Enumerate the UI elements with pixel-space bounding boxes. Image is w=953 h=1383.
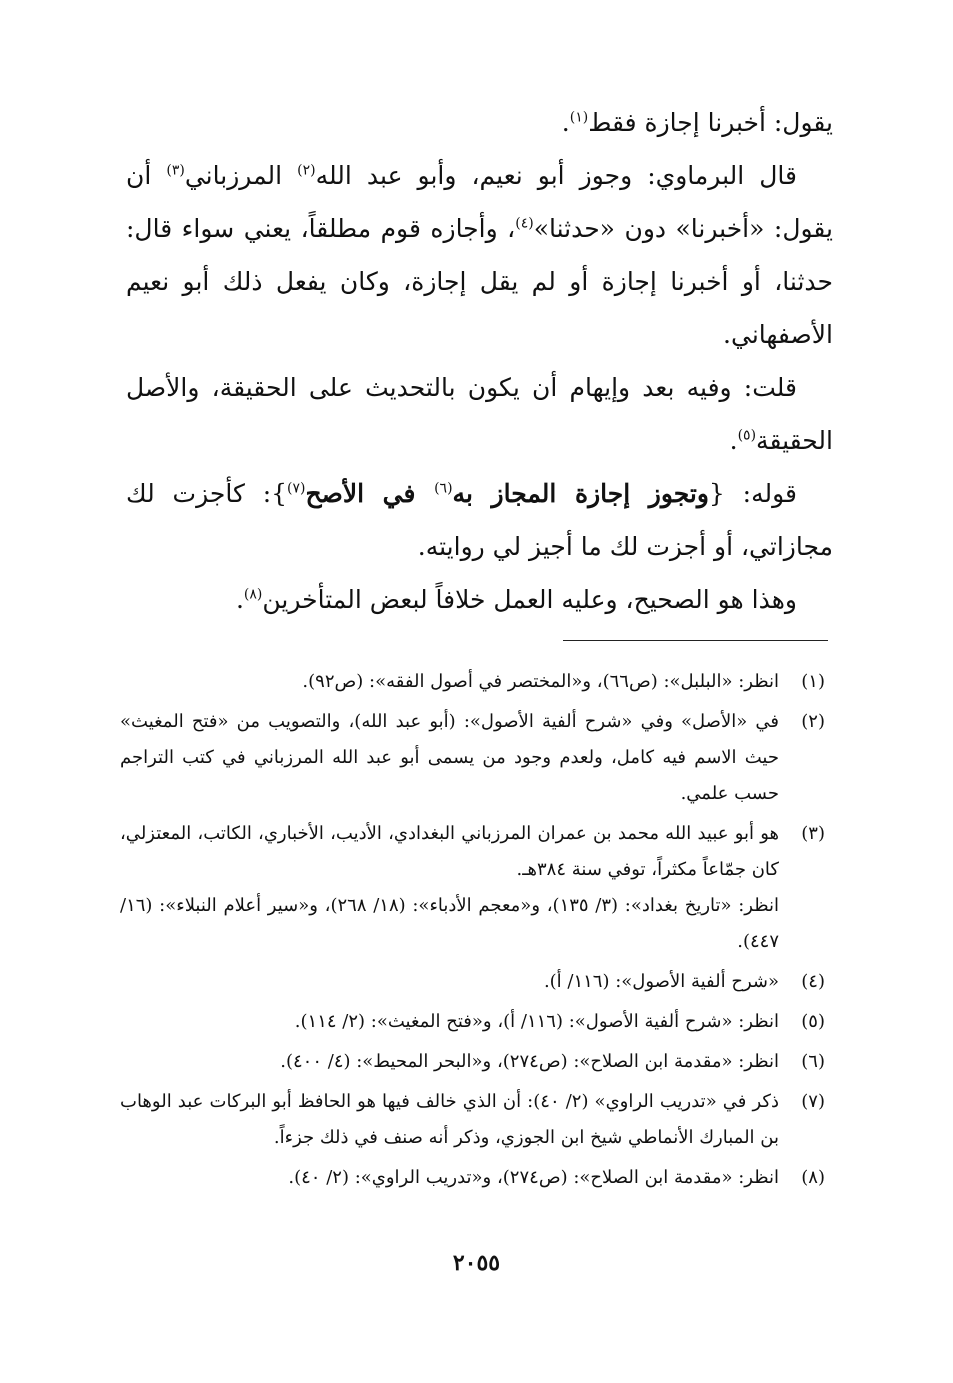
paragraph-3-end: . [729, 426, 738, 455]
footnote-ref-1[interactable]: (١) [569, 109, 589, 126]
footnote-text: انظر: «مقدمة ابن الصلاح»: (ص٢٧٤)، و«تدريب الراوي»: (٢/ ٤٠). [288, 1167, 779, 1188]
footnote-number: (٨) [801, 1167, 825, 1188]
paragraph-1-end: . [561, 108, 570, 137]
page-number: ٢٠٥٥ [452, 1250, 501, 1276]
footnote-number: (٢) [801, 711, 825, 732]
paragraph-2 [126, 149, 833, 361]
footnote-ref-7[interactable]: (٧) [287, 480, 306, 497]
paragraph-2-text-b: المرزباني [184, 161, 298, 190]
footnote-ref-2[interactable]: (٢) [297, 162, 316, 179]
footnote-text: ذكر في «تدريب الراوي» (٢/ ٤٠): أن الذي خالف فيها هو الحافظ أبو البركات عبد الوهاب بن المبارك الأنماطي شيخ ابن الجوزي، وذكر أنه صنف في ذلك جزءاً. [120, 1091, 779, 1148]
footnote-number: (٣) [801, 823, 825, 844]
footnote-number: (٧) [801, 1091, 825, 1112]
footnote-body [120, 664, 779, 700]
footnote-number: (١) [801, 671, 825, 692]
paragraph-4 [126, 467, 833, 573]
footnote-ref-6[interactable]: (٦) [434, 480, 453, 497]
footnote-body [120, 964, 779, 1000]
footnote-text: هو أبو عبيد الله محمد بن عمران المرزباني البغدادي، الأديب، الأخباري، الكاتب، المعتزلي، كان جمّاعاً مكثراً، توفي سنة ٣٨٤هـ. [120, 823, 779, 880]
paragraph-2-text-a: قال البرماوي: وجوز أبو نعيم، وأبو عبد الله [315, 161, 797, 190]
paragraph-4-text-b: }: كأجزت لك مجازاتي، أو أجزت لك ما أجيز لي روايته. [126, 479, 833, 561]
footnote-6 [120, 1044, 825, 1080]
footnote-text: «شرح ألفية الأصول»: (١١٦/ أ). [543, 971, 779, 992]
footnote-number: (٥) [801, 1011, 825, 1032]
paragraph-2-text-d: ، وأجازه قوم مطلقاً، يعني سواء قال: حدثنا، أو أخبرنا إجازة أو لم يقل إجازة، وكان يفعل ذلك أبو نعيم الأصفهاني. [126, 214, 833, 349]
paragraph-5-text: وهذا هو الصحيح، وعليه العمل خلافاً لبعض المتأخرين [262, 585, 797, 614]
paragraph-3 [126, 361, 833, 467]
matn-quote-2: في الأصح [305, 479, 435, 508]
footnotes-section [120, 664, 825, 1200]
paragraph-5-end: . [235, 585, 244, 614]
footnote-text: انظر: «البلبل»: (ص٦٦)، و«المختصر في أصول الفقه»: (ص٩٢). [302, 671, 779, 692]
footnote-body [120, 816, 779, 960]
footnote-body [120, 704, 779, 812]
footnote-body [120, 1084, 779, 1156]
footnote-text: في «الأصل» وفي «شرح ألفية الأصول»: (أبو عبد الله)، والتصويب من «فتح المغيث» حيث الاسم فيه كامل، ولعدم وجود من يسمى أبو عبد الله المرزباني في كتب التراجم حسب علمي. [120, 711, 779, 804]
paragraph-2-text-c: أن يقول: «أخبرنا» دون «حدثنا» [126, 161, 834, 243]
footnote-4 [120, 964, 825, 1000]
footnote-ref-4[interactable]: (٤) [515, 215, 534, 232]
matn-quote-1: وتجوز إجازة المجاز به [452, 479, 709, 508]
footnote-2 [120, 704, 825, 812]
paragraph-4-text-a: قوله: { [708, 479, 797, 508]
footnote-ref-8[interactable]: (٨) [243, 586, 263, 603]
footnote-body [120, 1160, 779, 1196]
main-text [126, 96, 833, 626]
footnote-ref-3[interactable]: (٣) [166, 162, 185, 179]
paragraph-1-text: يقول: أخبرنا إجازة فقط [588, 108, 833, 137]
footnote-body [120, 1004, 779, 1040]
footnote-5 [120, 1004, 825, 1040]
footnote-number: (٦) [801, 1051, 825, 1072]
footnote-separator [563, 640, 828, 641]
footnote-ref-5[interactable]: (٥) [737, 427, 757, 444]
footnote-text: انظر: «مقدمة ابن الصلاح»: (ص٢٧٤)، و«البحر المحيط»: (٤/ ٤٠٠). [280, 1051, 779, 1072]
paragraph-5 [126, 573, 833, 626]
footnote-7 [120, 1084, 825, 1156]
paragraph-1 [126, 96, 833, 149]
footnote-1 [120, 664, 825, 700]
paragraph-3-text: قلت: وفيه بعد وإيهام أن يكون بالتحديث على الحقيقة، والأصل الحقيقة [126, 373, 833, 455]
footnote-body [120, 1044, 779, 1080]
footnote-text: انظر: «شرح ألفية الأصول»: (١١٦/ أ)، و«فتح المغيث»: (٢/ ١١٤). [294, 1011, 779, 1032]
footnote-3 [120, 816, 825, 960]
footnote-8 [120, 1160, 825, 1196]
footnote-text: انظر: «تاريخ بغداد»: (٣/ ١٣٥)، و«معجم الأدباء»: (١٨/ ٢٦٨)، و«سير أعلام النبلاء»: (١٦/ ٤٤٧). [120, 895, 779, 952]
footnote-number: (٤) [801, 971, 825, 992]
